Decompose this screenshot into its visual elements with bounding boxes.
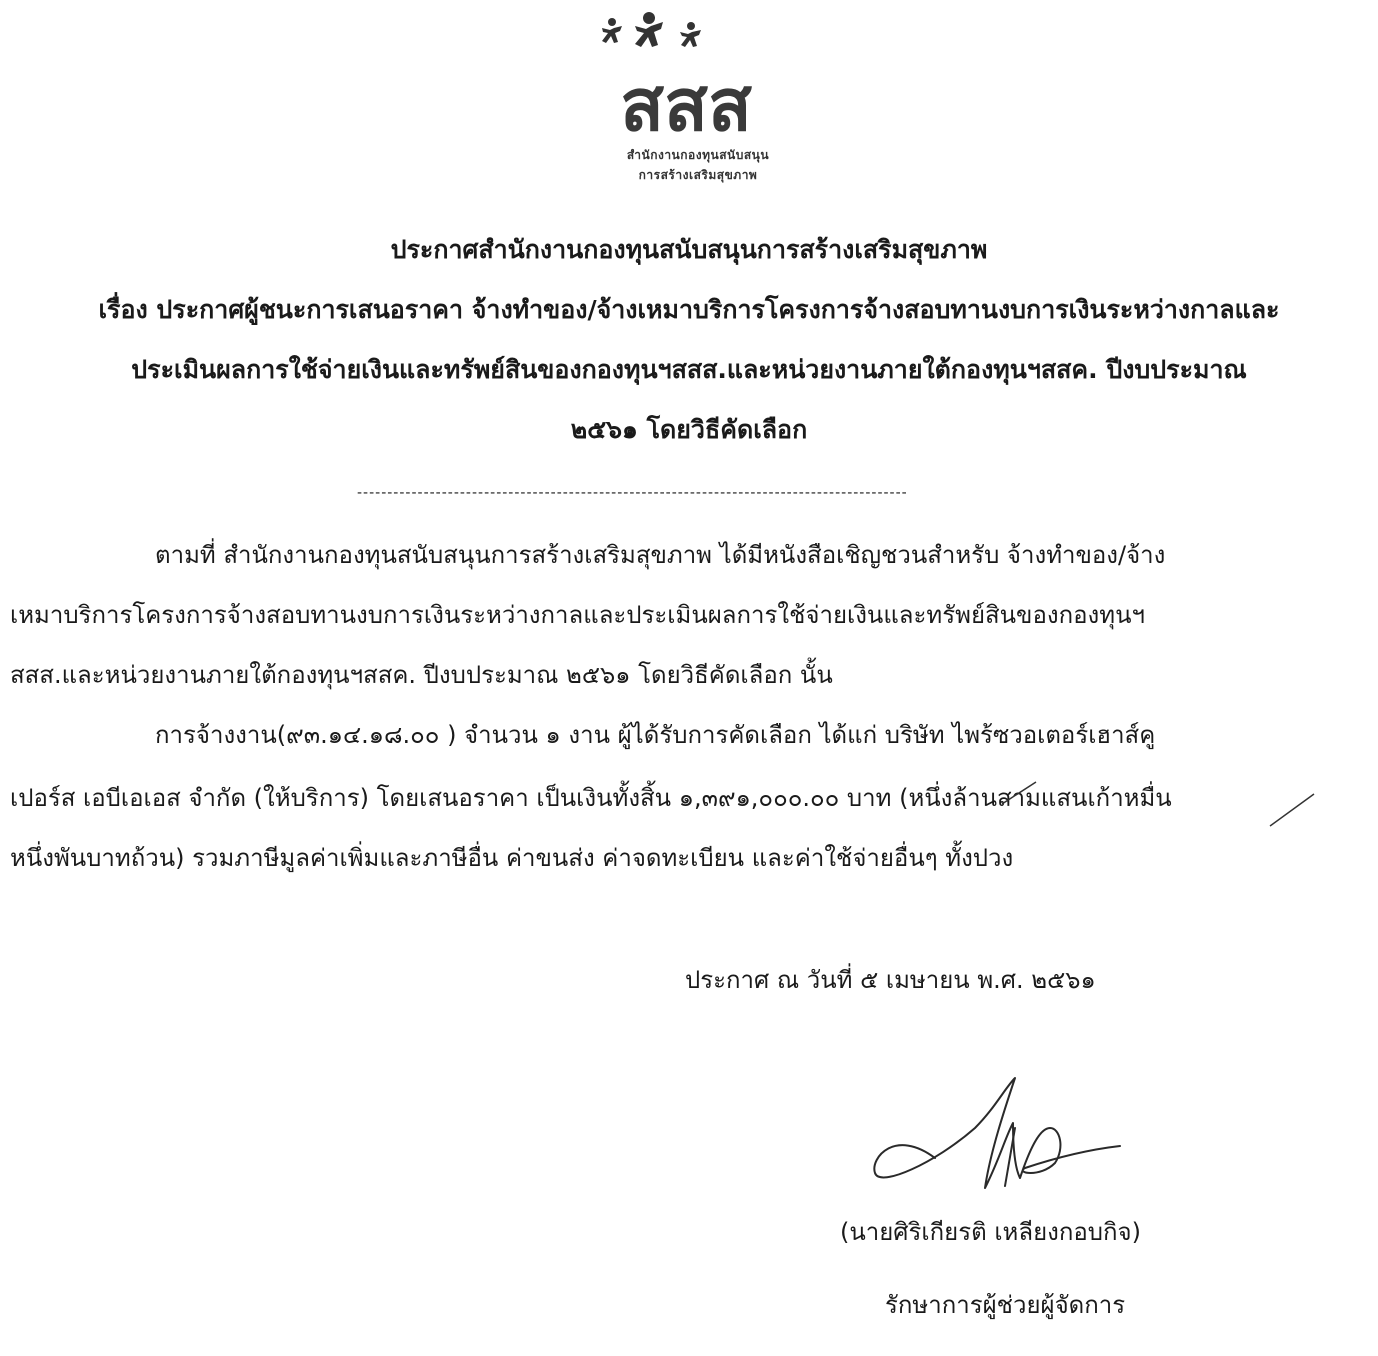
paragraph1-line1: ตามที่ สำนักงานกองทุนสนับสนุนการสร้างเสริมสุขภาพ ได้มีหนังสือเชิญชวนสำหรับ จ้างทำของ/จ้าง bbox=[155, 541, 1166, 569]
announcement-date: ประกาศ ณ วันที่ ๕ เมษายน พ.ศ. ๒๕๖๑ bbox=[685, 966, 1096, 994]
thaihealth-logo-graphic bbox=[580, 8, 800, 143]
paragraph2-line2: เปอร์ส เอบีเอเอส จำกัด (ให้บริการ) โดยเสนอราคา เป็นเงินทั้งสิ้น ๑,๓๙๑,๐๐๐.๐๐ บาท (หนึ่งล้านสามแสนเก้าหมื่น bbox=[10, 784, 1172, 812]
handwritten-signature bbox=[865, 1068, 1125, 1198]
signer-title: รักษาการผู้ช่วยผู้จัดการ bbox=[885, 1291, 1126, 1319]
figures-icon bbox=[602, 12, 701, 47]
logo-wordmark: สสส bbox=[620, 63, 752, 143]
announcement-subject-line1: เรื่อง ประกาศผู้ชนะการเสนอราคา จ้างทำของ/จ้างเหมาบริการโครงการจ้างสอบทานงบการเงินระหว่างกาลและ bbox=[98, 295, 1280, 324]
announcement-subject-line2: ประเมินผลการใช้จ่ายเงินและทรัพย์สินของกองทุนฯสสส.และหน่วยงานภายใต้กองทุนฯสสค. ปีงบประมาณ bbox=[131, 355, 1247, 384]
paragraph2-line3: หนึ่งพันบาทถ้วน) รวมภาษีมูลค่าเพิ่มและภาษีอื่น ค่าขนส่ง ค่าจดทะเบียน และค่าใช้จ่ายอื่นๆ ทั้งปวง bbox=[10, 844, 1014, 872]
announcement-subject-line3: ๒๕๖๑ โดยวิธีคัดเลือก bbox=[570, 415, 808, 444]
paragraph1-line3: สสส.และหน่วยงานภายใต้กองทุนฯสสค. ปีงบประมาณ ๒๕๖๑ โดยวิธีคัดเลือก นั้น bbox=[10, 661, 833, 689]
pen-mark-icon bbox=[1268, 790, 1318, 830]
logo-text-line2: การสร้างเสริมสุขภาพ bbox=[638, 168, 758, 182]
dashed-divider: ------------------------------------------------------------------------------------------- bbox=[357, 485, 908, 501]
logo-text-line1: สำนักงานกองทุนสนับสนุน bbox=[626, 148, 770, 162]
signer-name: (นายศิริเกียรติ เหลียงกอบกิจ) bbox=[840, 1218, 1141, 1246]
pen-mark-icon bbox=[1000, 778, 1040, 808]
paragraph2-line1: การจ้างงาน(๙๓.๑๔.๑๘.๐๐ ) จำนวน ๑ งาน ผู้ได้รับการคัดเลือก ได้แก่ บริษัท ไพร้ซวอเตอร์เฮาส์คู bbox=[155, 721, 1156, 749]
announcement-title: ประกาศสำนักงานกองทุนสนับสนุนการสร้างเสริมสุขภาพ bbox=[390, 235, 988, 264]
paragraph1-line2: เหมาบริการโครงการจ้างสอบทานงบการเงินระหว่างกาลและประเมินผลการใช้จ่ายเงินและทรัพย์สินของกองทุนฯ bbox=[10, 601, 1145, 629]
organization-logo bbox=[580, 8, 800, 188]
